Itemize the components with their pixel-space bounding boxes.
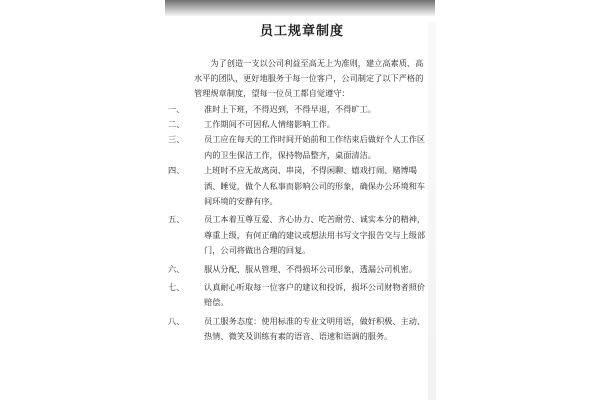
rule-item-5 (168, 212, 436, 258)
rule-text: 上班时不应无故离岗、串岗，不得闲聊、嬉戏打闹、赌博喝酒、睡觉，做个人私事而影响公司的形象，确保办公环境和车间环境的安静有序。 (204, 165, 426, 207)
top-shadow-bar (165, 0, 435, 16)
rule-text: 员工服务态度：使用标准的专业文明用语，做好积极、主动、热情、微笑及训练有素的语音、语速和语调的服务。 (204, 315, 426, 342)
rule-number: 八、 (168, 315, 185, 326)
rule-item-6 (168, 262, 436, 277)
rule-item-8 (168, 314, 436, 345)
rule-number: 七、 (168, 282, 185, 293)
rule-number: 四、 (168, 165, 185, 176)
rule-text: 服从分配、服从管理、不得损坏公司形象，透漏公司机密。 (204, 263, 417, 274)
rule-item-7 (168, 280, 436, 311)
rule-item-4 (168, 163, 436, 209)
rule-number: 六、 (168, 263, 185, 274)
rule-text: 员工应在每天的工作时间开始前和工作结束后做好个人工作区内的卫生保洁工作，保持物品整齐，桌面清洁。 (204, 134, 426, 160)
rule-text: 准时上下班，不得迟到，不得早退，不得旷工。 (204, 103, 376, 114)
rule-text: 员工本着互尊互爱、齐心协力、吃苦耐劳、诚实本分的精神，尊重上级，有何正确的建议或想法用书写文字报告交与上级部门，公司将做出合理的回复。 (204, 214, 426, 256)
rule-item-1 (168, 102, 436, 117)
rule-item-3 (168, 132, 436, 163)
document-page (168, 22, 436, 400)
rule-item-2 (168, 117, 436, 132)
rule-text: 认真耐心听取每一位客户的建议和投诉，损坏公司财物者照价赔偿。 (204, 282, 426, 308)
rule-text: 工作期间不可因私人情绪影响工作。 (204, 119, 336, 130)
rule-number: 三、 (168, 134, 185, 145)
watermark-strip (428, 22, 436, 400)
rule-number: 五、 (168, 214, 185, 225)
rule-number: 二、 (168, 119, 185, 130)
rule-number: 一、 (168, 103, 185, 114)
intro-paragraph: 为了创造一支以公司利益至高无上为准则，建立高素质、高水平的团队，更好地服务于每一位客户，公司制定了以下严格的管理规章制度，望每一位员工都自觉遵守： (194, 58, 424, 99)
document-title: 员工规章制度 (259, 24, 344, 39)
